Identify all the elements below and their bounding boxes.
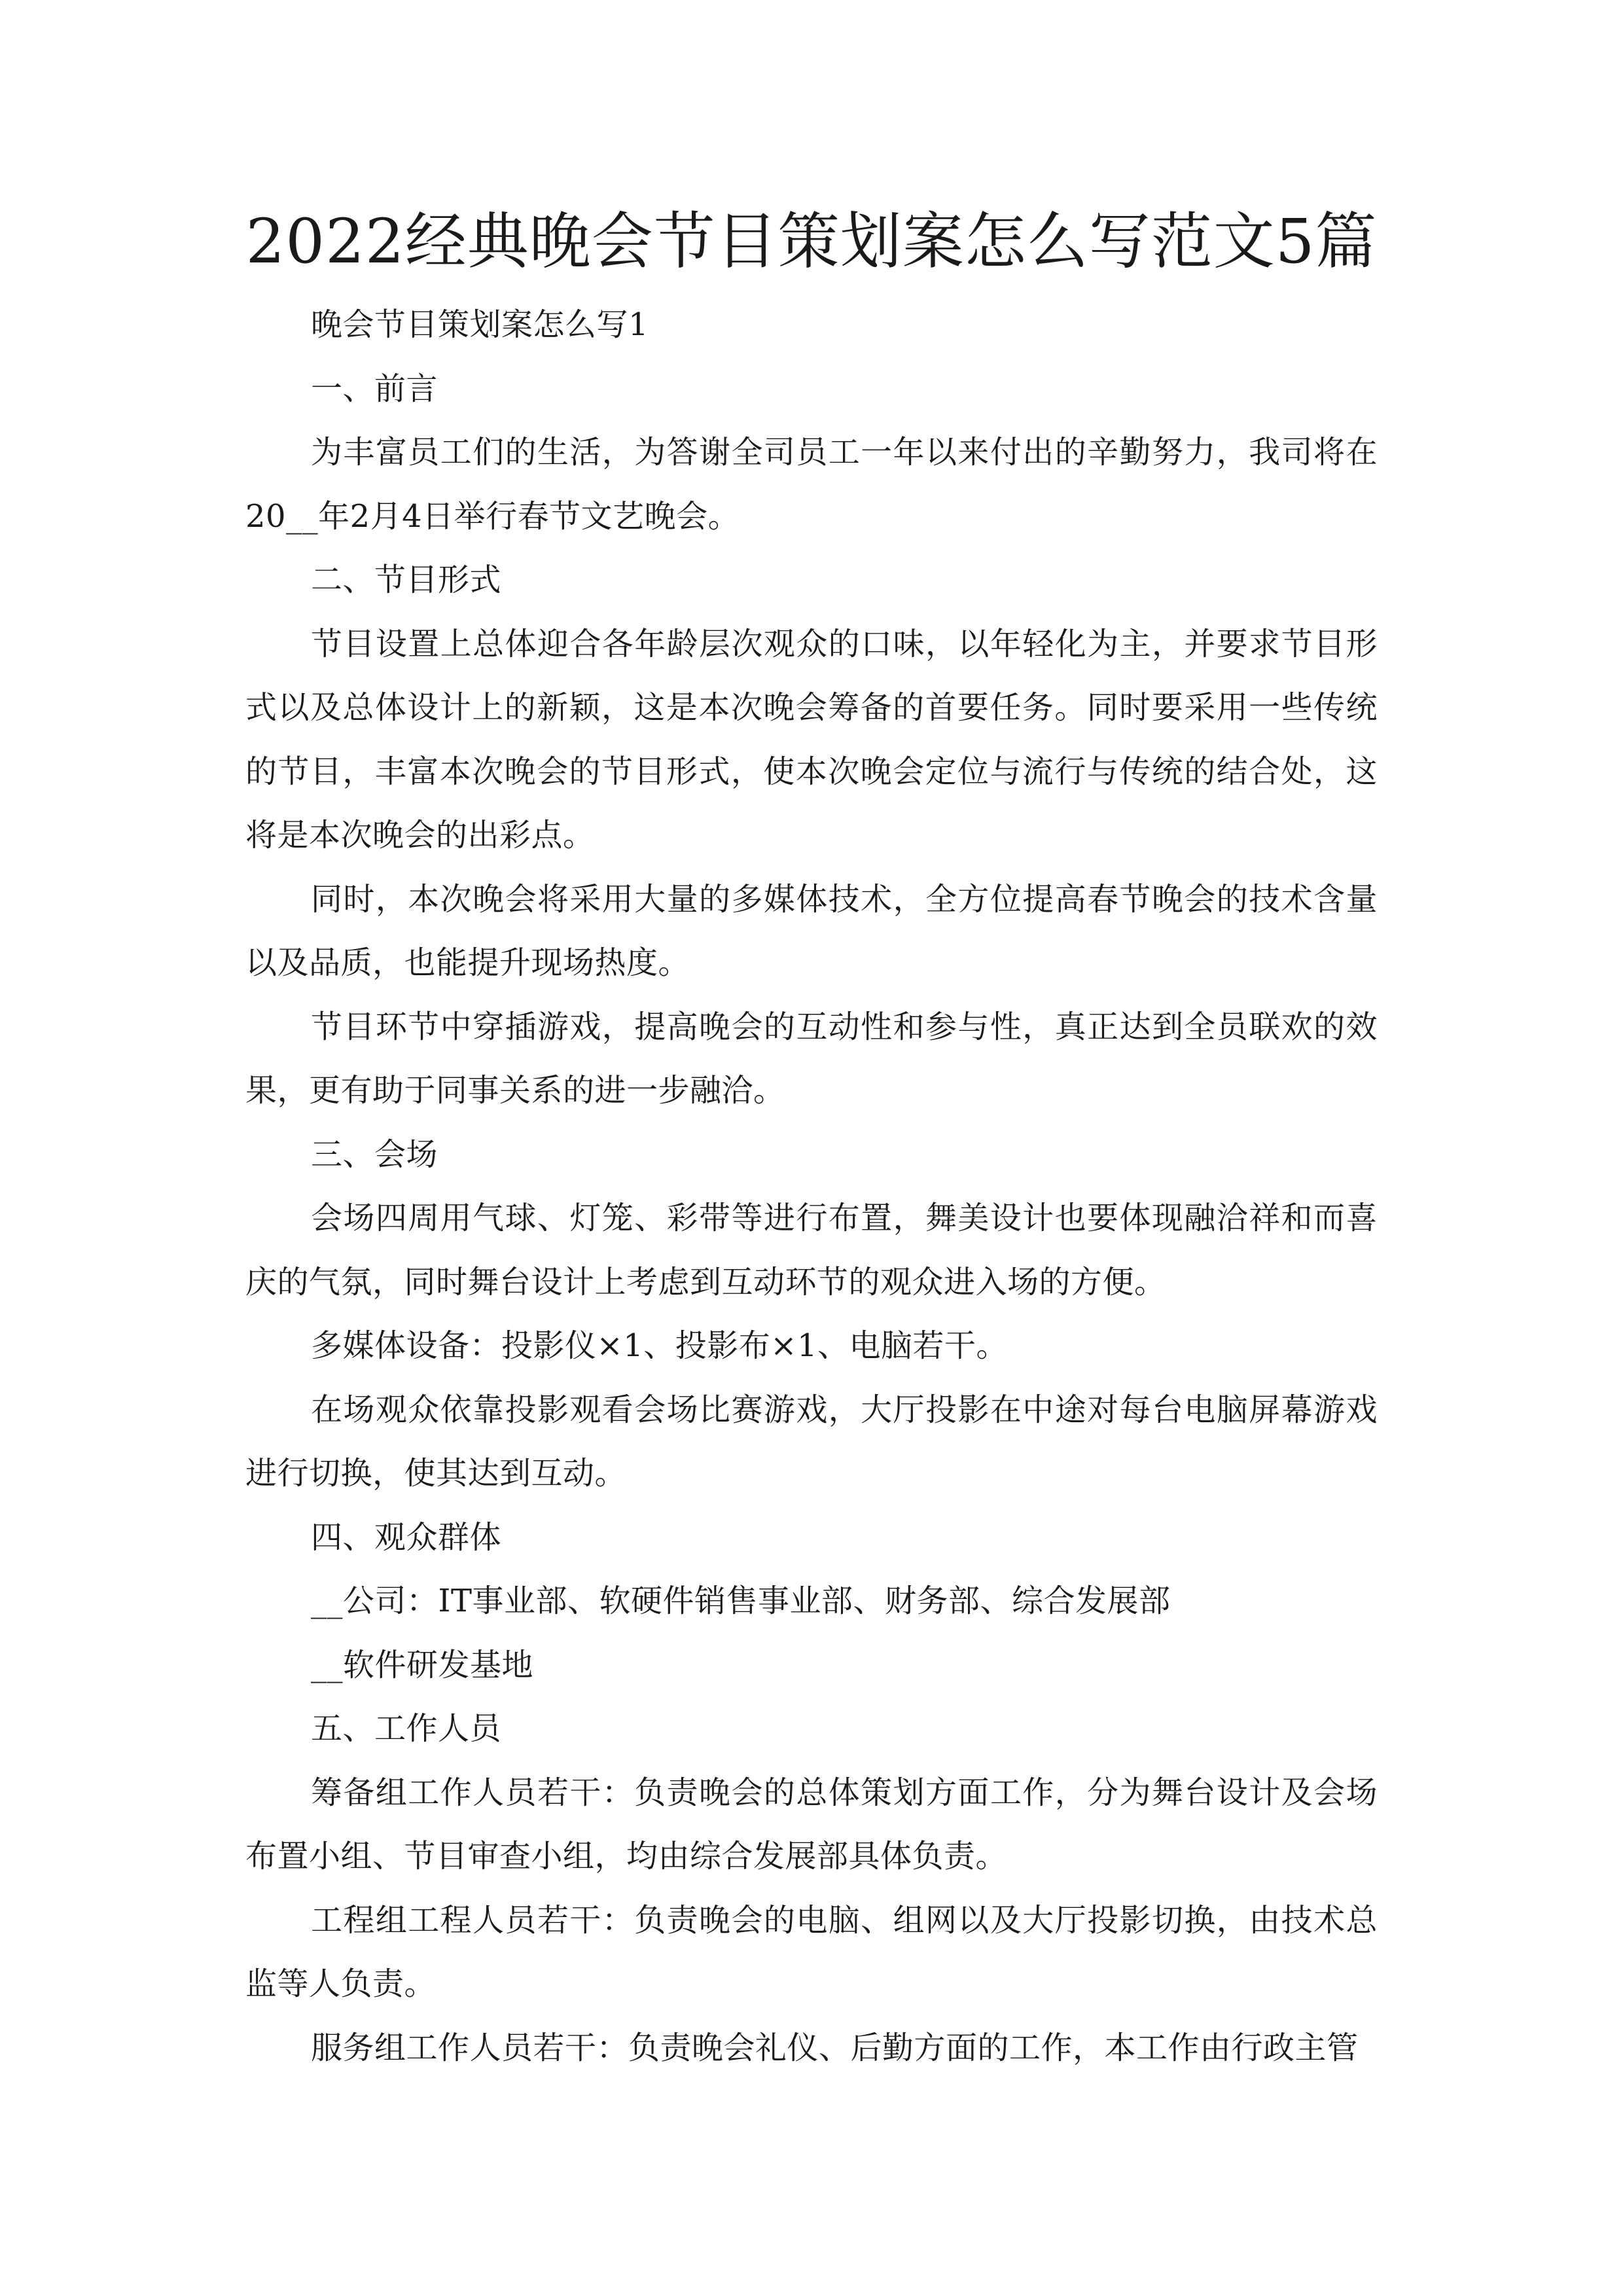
- section-heading-staff: 五、工作人员: [311, 1710, 502, 1747]
- document-page: [245, 196, 1378, 2080]
- paragraph: 筹备组工作人员若干：负责晚会的总体策划方面工作，分为舞台设计及会场布置小组、节目审查小组，均由综合发展部具体负责。: [245, 1774, 1378, 1874]
- section-heading-preface: 一、前言: [311, 370, 438, 407]
- paragraph: 服务组工作人员若干：负责晚会礼仪、后勤方面的工作，本工作由行政主管: [311, 2029, 1359, 2066]
- paragraph: __软件研发基地: [311, 1646, 534, 1683]
- paragraph: 工程组工程人员若干：负责晚会的电脑、组网以及大厅投影切换，由技术总监等人负责。: [245, 1901, 1378, 2002]
- paragraph: __公司：IT事业部、软硬件销售事业部、财务部、综合发展部: [311, 1583, 1171, 1619]
- paragraph: 会场四周用气球、灯笼、彩带等进行布置，舞美设计也要体现融洽祥和而喜庆的气氛，同时舞台设计上考虑到互动环节的观众进入场的方便。: [245, 1200, 1378, 1300]
- section-heading-audience: 四、观众群体: [311, 1518, 502, 1556]
- section-heading-program-format: 二、节目形式: [311, 562, 502, 598]
- document-title: 2022经典晚会节目策划案怎么写范文5篇: [245, 206, 1378, 278]
- paragraph: 多媒体设备：投影仪×1、投影布×1、电脑若干。: [311, 1327, 1008, 1364]
- section-heading-venue: 三、会场: [311, 1136, 438, 1173]
- document-body: [245, 293, 1378, 2080]
- paragraph: 节目环节中穿插游戏，提高晚会的互动性和参与性，真正达到全员联欢的效果，更有助于同事关系的进一步融洽。: [245, 1008, 1378, 1109]
- paragraph: 同时，本次晚会将采用大量的多媒体技术，全方位提高春节晚会的技术含量以及品质，也能提升现场热度。: [245, 880, 1378, 981]
- paragraph: 节目设置上总体迎合各年龄层次观众的口味，以年轻化为主，并要求节目形式以及总体设计上的新颖，这是本次晚会筹备的首要任务。同时要采用一些传统的节目，丰富本次晚会的节目形式，使本次晚会定位与流行与传统的结合处，这将是本次晚会的出彩点。: [245, 625, 1378, 853]
- paragraph: 为丰富员工们的生活，为答谢全司员工一年以来付出的辛勤努力，我司将在20__年2月4日举行春节文艺晚会。: [245, 434, 1378, 535]
- paragraph-subtitle: 晚会节目策划案怎么写1: [311, 306, 649, 343]
- paragraph: 在场观众依靠投影观看会场比赛游戏，大厅投影在中途对每台电脑屏幕游戏进行切换，使其达到互动。: [245, 1391, 1378, 1492]
